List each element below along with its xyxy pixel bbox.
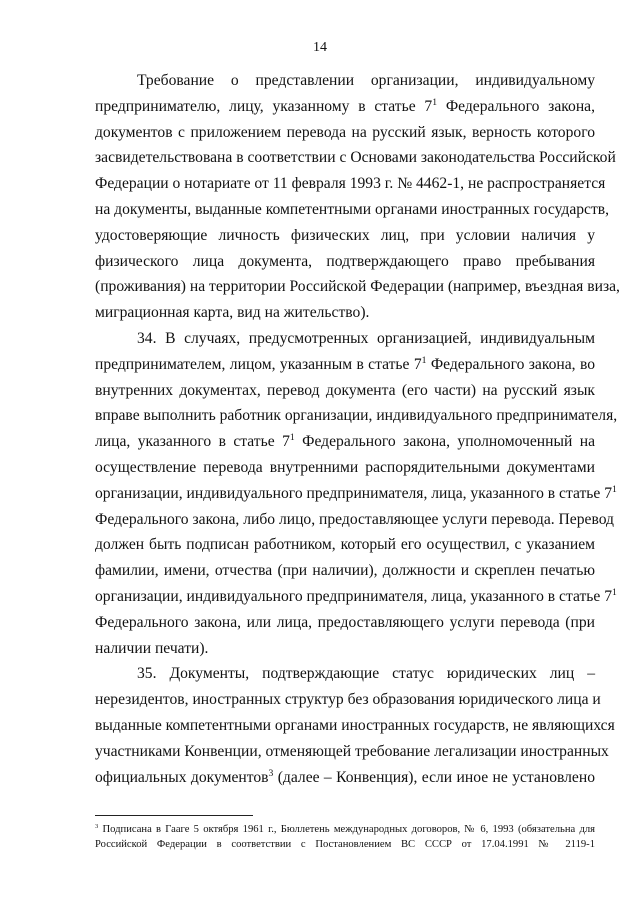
superscript-reference: 1	[289, 432, 295, 444]
text-line: выданные компетентными органами иностранных государств, не являющихся	[95, 716, 615, 734]
paragraph-first-line: 35. Документы, подтверждающие статус юридических лиц –	[137, 665, 595, 683]
text-line: Федерального закона, либо лицо, предоставляющее услуги перевода. Перевод	[95, 510, 614, 528]
text-line: вправе выполнить работник организации, индивидуального предпринимателя,	[95, 407, 618, 425]
superscript-reference: 3	[268, 767, 274, 779]
text-line: внутренних документах, перевод документа (его части) на русский язык	[95, 381, 595, 399]
document-body-text	[95, 68, 620, 790]
footnote	[95, 822, 595, 852]
text-line: удостоверяющие личность физических лиц, при условии наличия у	[95, 226, 595, 244]
text-line: осуществление перевода внутренними распорядительными документами	[95, 458, 595, 476]
page-number: 14	[313, 40, 327, 55]
text-line: фамилии, имени, отчества (при наличии), должности и скреплен печатью	[95, 562, 595, 580]
text-line: засвидетельствована в соответствии с Основами законодательства Российской	[95, 149, 616, 167]
text-line: официальных документов$^3$ (далее – Конвенция), если иное не установлено	[95, 767, 595, 786]
text-line: Федерации о нотариате от 11 февраля 1993 г. № 4462-1, не распространяется	[95, 175, 606, 193]
superscript-reference: 3	[95, 822, 99, 830]
text-line: должен быть подписан работником, который его осуществил, с указанием	[95, 536, 595, 554]
footnote-line: $^3$ Подписана в Гааге 5 октября 1961 г., Бюллетень международных договоров, № 6, 1993 (обязательна для	[95, 822, 595, 835]
footnote-separator	[95, 815, 253, 816]
text-line: физического лица документа, подтверждающего право пребывания	[95, 252, 595, 270]
text-line: нерезидентов, иностранных структур без образования юридического лица и	[95, 691, 601, 709]
text-line: миграционная карта, вид на жительство).	[95, 304, 370, 322]
paragraph-first-line: Требование о представлении организации, индивидуальному	[137, 72, 595, 89]
superscript-reference: 1	[432, 96, 438, 108]
superscript-reference: 1	[612, 586, 617, 598]
footnote-line: Российской Федерации в соответствии с Постановлением ВС СССР от 17.04.1991 № 2119-1	[95, 839, 595, 850]
text-line: наличии печати).	[95, 639, 209, 657]
superscript-reference: 1	[421, 354, 427, 366]
text-line: (проживания) на территории Российской Федерации (например, въездная виза,	[95, 278, 620, 296]
text-line: организации, индивидуального предпринимателя, лица, указанного в статье $7^1$	[95, 586, 617, 605]
text-line: организации, индивидуального предпринимателя, лица, указанного в статье $7^1$	[95, 483, 617, 502]
text-line: Федерального закона, или лица, предоставляющего услуги перевода (при	[95, 613, 595, 631]
text-line: лица, указанного в статье $7^1$ Федерального закона, уполномоченный на	[95, 432, 595, 451]
superscript-reference: 1	[612, 483, 617, 495]
text-line: документов с приложением перевода на русский язык, верность которого	[95, 123, 595, 141]
text-line: предпринимателем, лицом, указанным в статье $7^1$ Федерального закона, во	[95, 354, 595, 373]
text-line: участниками Конвенции, отменяющей требование легализации иностранных	[95, 742, 609, 760]
text-line: на документы, выданные компетентными органами иностранных государств,	[95, 200, 610, 218]
text-line: предпринимателю, лицу, указанному в статье $7^1$ Федерального закона,	[95, 96, 595, 115]
paragraph-first-line: 34. В случаях, предусмотренных организацией, индивидуальным	[137, 329, 595, 347]
